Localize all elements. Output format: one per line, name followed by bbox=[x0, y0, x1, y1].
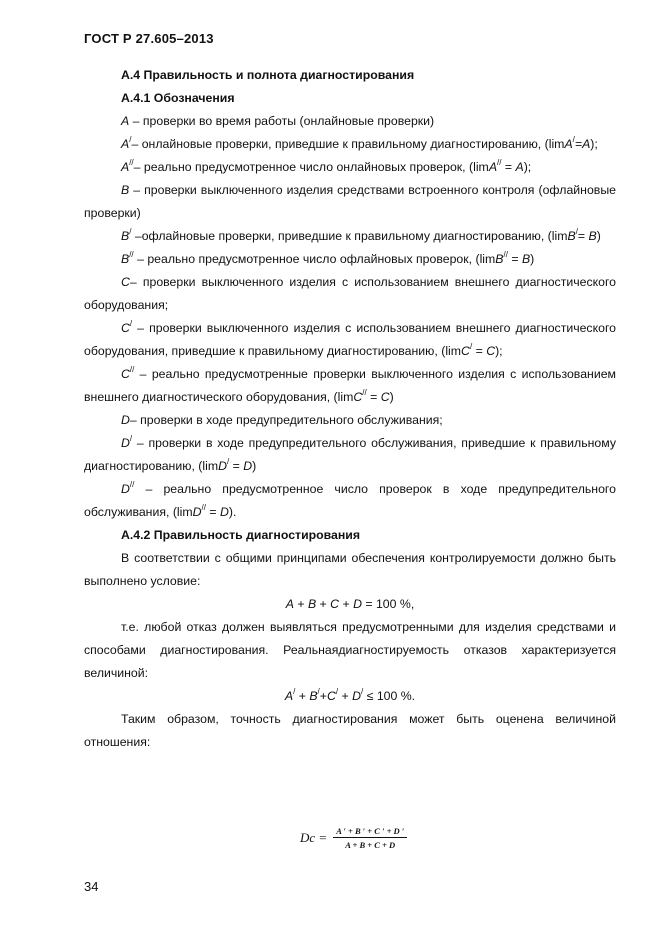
fraction-numerator: A ′ + B ′ + C ′ + D ′ bbox=[333, 826, 407, 838]
fraction-lhs: Dc = bbox=[300, 830, 328, 845]
definition-a-double-prime: A//– реально предусмотренное число онлайновых проверок, (limA// = A); bbox=[121, 157, 532, 174]
definition-c-double-prime: C// – реально предусмотренные проверки выключенного изделия с использованием внешнего диагностического оборудования, (limC// = C) bbox=[84, 364, 616, 404]
definition-d-prime: D/ – проверки в ходе предупредительного обслуживания, приведшие к правильному диагностированию, (limD/ = D) bbox=[84, 433, 616, 473]
section-a42-heading: А.4.2 Правильность диагностирования bbox=[121, 528, 361, 542]
paragraph-diagnosability: т.е. любой отказ должен выявляться предусмотренными для изделия средствами и способами диагностирования. Реальнаядиагностируемость отказов характеризуется величиной: bbox=[84, 620, 616, 680]
definition-b-prime: B/ –офлайновые проверки, приведшие к правильному диагностированию, (limB/= B) bbox=[121, 226, 601, 243]
page-number: 34 bbox=[84, 879, 99, 894]
definition-d: D– проверки в ходе предупредительного обслуживания; bbox=[121, 413, 443, 427]
definition-c-prime: C/ – проверки выключенного изделия с использованием внешнего диагностического оборудования, приведшие к правильному диагностированию, (limC/ = C); bbox=[84, 318, 616, 358]
definition-d-double-prime: D// – реально предусмотренное число проверок в ходе предупредительного обслуживания, (limD// = D). bbox=[84, 479, 616, 519]
paragraph-condition: В соответствии с общими принципами обеспечения контролируемости должно быть выполнено условие: bbox=[84, 551, 616, 588]
definition-c: C– проверки выключенного изделия с использованием внешнего диагностического оборудования; bbox=[84, 275, 616, 312]
definition-b-double-prime: B// – реально предусмотренное число офлайновых проверок, (limB// = B) bbox=[121, 249, 535, 266]
formula-primes-sum: A/ + B/+C/ + D/ ≤ 100 %. bbox=[284, 686, 416, 703]
definition-a-prime: A/– онлайновые проверки, приведшие к правильному диагностированию, (limA/=A); bbox=[121, 134, 598, 151]
fraction bbox=[333, 826, 407, 850]
document-body bbox=[84, 64, 616, 754]
document-header: ГОСТ Р 27.605–2013 bbox=[84, 31, 214, 46]
paragraph-accuracy: Таким образом, точность диагностирования может быть оценена величиной отношения: bbox=[84, 712, 616, 749]
fraction-denominator: A + B + C + D bbox=[345, 840, 396, 850]
formula-sum-100: A + B + C + D = 100 %, bbox=[285, 597, 415, 611]
definition-b: B – проверки выключенного изделия средствами встроенного контроля (офлайновые проверки) bbox=[84, 183, 616, 220]
definition-a: A – проверки во время работы (онлайновые проверки) bbox=[121, 114, 435, 128]
formula-dc-fraction bbox=[300, 826, 407, 850]
section-a41-heading: А.4.1 Обозначения bbox=[121, 91, 235, 105]
section-a4-heading: А.4 Правильность и полнота диагностирования bbox=[121, 68, 415, 82]
